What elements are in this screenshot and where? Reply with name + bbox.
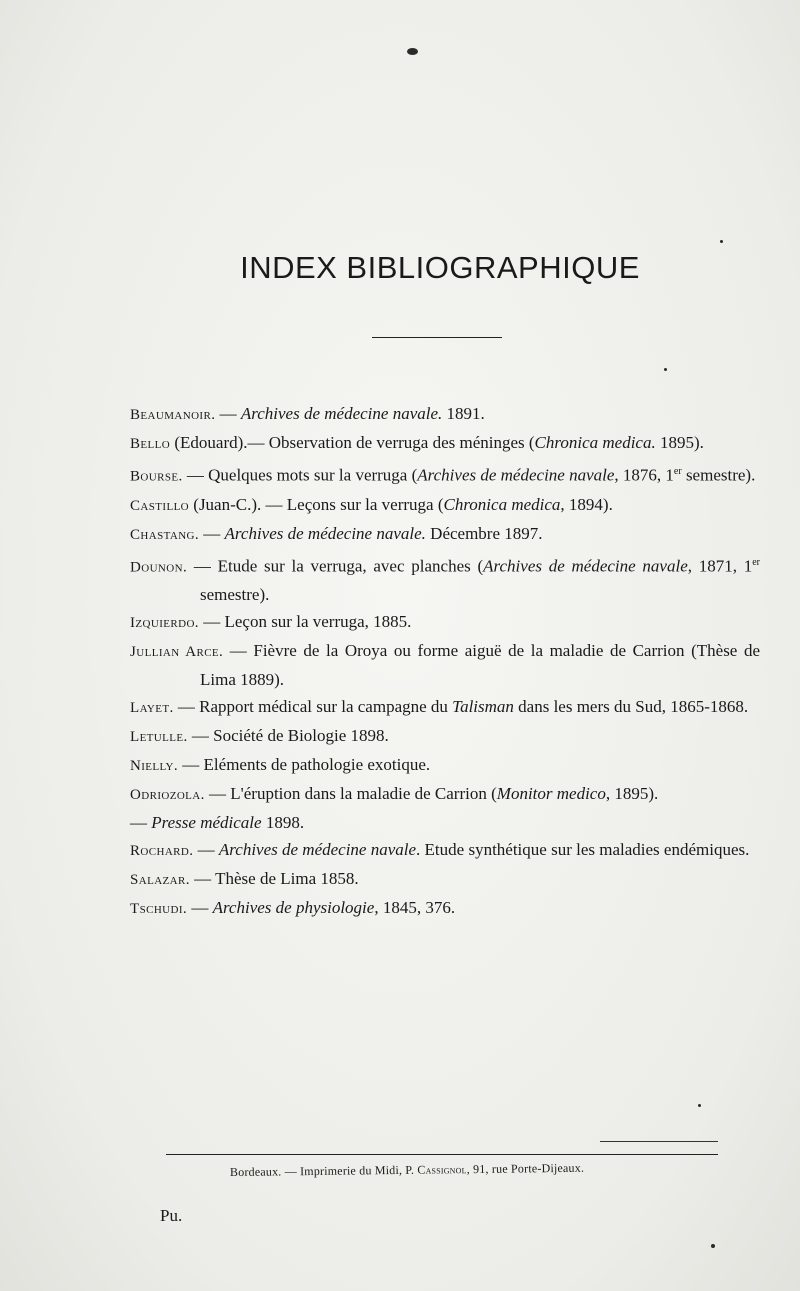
footer-divider-short (600, 1141, 718, 1142)
bibliography-entry (130, 722, 760, 751)
entry-text: — Leçon sur la verruga, 1885. (198, 612, 412, 632)
entry-author: Rochard. (130, 843, 194, 860)
bibliography-entry (130, 780, 760, 809)
page-title: INDEX BIBLIOGRAPHIQUE (240, 250, 640, 285)
entry-text: — Rapport médical sur la campagne du (173, 697, 453, 717)
bibliography-entry (130, 693, 760, 722)
entry-title-italic: Archives de médecine navale (483, 556, 688, 576)
entry-text: — (187, 898, 213, 918)
entry-title-italic: Archives de médecine navale. (240, 404, 443, 423)
bibliography-entry (130, 894, 760, 923)
entry-superscript: er (673, 466, 682, 477)
entry-text: — Etude sur la verruga, avec planches ( (187, 556, 484, 576)
entry-text: 1891. (442, 404, 485, 423)
bibliography-entry (130, 637, 760, 693)
entry-text: (Edouard).— Observation de verruga des méninges ( (170, 433, 535, 452)
entry-author: Tschudi. (130, 901, 188, 918)
entry-author: Layet. (130, 700, 174, 717)
bibliography-entry (130, 809, 760, 836)
entry-author: Castillo (130, 497, 190, 514)
entry-text: — L'éruption dans la maladie de Carrion ( (204, 784, 497, 804)
imprint-line (230, 1159, 730, 1180)
entry-author: Beaumanoir. (130, 407, 216, 423)
signature-mark: Pu. (160, 1206, 183, 1225)
entry-text: , 1876, 1 (614, 465, 674, 485)
entry-author: Dounon. (130, 559, 188, 576)
imprint-suffix: , 91, rue Porte-Dijeaux. (466, 1160, 585, 1177)
entry-title-italic: Archives de physiologie (212, 898, 375, 918)
bibliography-entry (130, 549, 760, 609)
ink-speck (407, 48, 418, 55)
entry-superscript: er (752, 556, 761, 568)
ink-speck (711, 1244, 715, 1248)
bibliography-list (130, 400, 760, 923)
entry-text: — (193, 840, 219, 860)
bibliography-entry (130, 751, 760, 780)
entry-author: Odriozola. (130, 787, 205, 804)
entry-text: , 1845, 376. (374, 898, 456, 918)
entry-text: — (130, 813, 152, 833)
bibliography-entry (130, 400, 760, 429)
entry-title-italic: Talisman (452, 697, 514, 717)
entry-title-italic: Archives de médecine navale. (224, 523, 426, 543)
entry-text: 1898. (261, 813, 305, 833)
bibliography-entry (130, 429, 760, 458)
entry-text: semestre). (200, 585, 270, 605)
entry-author: Izquierdo. (130, 615, 199, 632)
footer-divider (166, 1154, 718, 1155)
ink-speck (664, 368, 667, 371)
entry-title-italic: Chronica medica. (534, 433, 656, 452)
entry-text: — Fièvre de la Oroya ou forme aiguë de la maladie de Carrion (Thèse de Lima 1889). (200, 641, 760, 690)
entry-text: 1895). (655, 433, 704, 452)
entry-title-italic: Presse médicale (151, 813, 262, 833)
entry-title-italic: Archives de médecine navale (417, 465, 615, 485)
entry-text: — Quelques mots sur la verruga ( (182, 465, 418, 485)
bibliography-entry (130, 608, 760, 637)
bibliography-entry (130, 458, 760, 491)
entry-text: — Société de Biologie 1898. (187, 726, 389, 746)
entry-text: dans les mers du Sud, 1865-1868. (513, 697, 749, 717)
bibliography-entry (130, 520, 760, 549)
entry-title-italic: Archives de médecine navale (218, 840, 417, 860)
entry-author: Salazar. (130, 872, 190, 889)
entry-text: . Etude synthétique sur les maladies endémiques. (416, 840, 750, 860)
entry-title-italic: Chronica medica (443, 494, 561, 514)
entry-author: Chastang. (130, 526, 200, 543)
imprint-name: Cassignol (417, 1162, 467, 1177)
title-divider (372, 337, 502, 338)
entry-text: — (199, 523, 225, 543)
bibliography-entry (130, 865, 760, 894)
entry-title-italic: Monitor medico (496, 784, 606, 804)
bibliography-entry (130, 836, 760, 865)
entry-author: Jullian Arce. (130, 644, 224, 661)
imprint-prefix: Bordeaux. — Imprimerie du Midi, P. (229, 1162, 418, 1180)
entry-text: , 1871, 1 (687, 556, 753, 576)
entry-text: — (215, 404, 241, 423)
entry-author: Bourse. (130, 468, 183, 485)
entry-text: (Juan-C.). — Leçons sur la verruga ( (189, 494, 444, 514)
entry-text: Décembre 1897. (425, 523, 543, 543)
entry-text: , 1894). (560, 494, 613, 514)
entry-text: semestre). (681, 465, 756, 485)
ink-speck (720, 240, 723, 243)
entry-author: Bello (130, 436, 171, 452)
entry-author: Nielly. (130, 758, 179, 775)
bibliography-entry (130, 491, 760, 520)
entry-text: — Thèse de Lima 1858. (189, 869, 359, 889)
entry-text: — Eléments de pathologie exotique. (178, 755, 431, 775)
ink-speck (698, 1104, 701, 1107)
entry-text: , 1895). (605, 784, 659, 804)
entry-author: Letulle. (130, 729, 188, 746)
